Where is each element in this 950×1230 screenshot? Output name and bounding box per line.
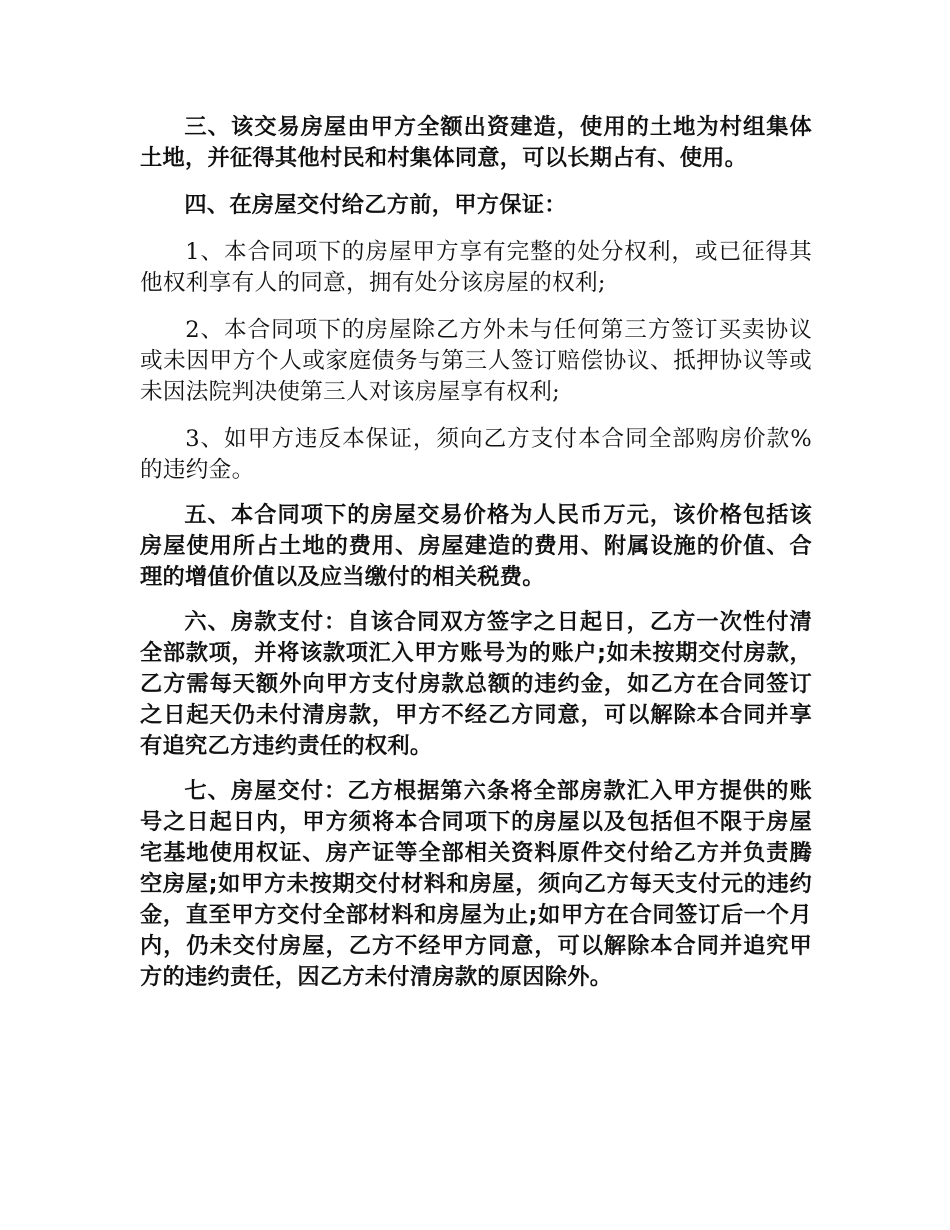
clause-3: 三、该交易房屋由甲方全额出资建造，使用的土地为村组集体土地，并征得其他村民和村集体同意，可以长期占有、使用。 [140,114,812,171]
clause-4-heading: 四、在房屋交付给乙方前，甲方保证： [184,192,567,218]
clause-7: 七、房屋交付：乙方根据第六条将全部房款汇入甲方提供的账号之日起日内，甲方须将本合同项下的房屋以及包括但不限于房屋宅基地使用权证、房产证等全部相关资料原件交付给乙方并负责腾空房屋;如甲方未按期交付材料和房屋，须向乙方每天支付元的违约金，直至甲方交付全部材料和房屋为止;如甲方在合同签订后一个月内，仍未交付房屋，乙方不经甲方同意，可以解除本合同并追究甲方的违约责任，因乙方未付清房款的原因除外。 [140,778,812,990]
document-body [140,112,812,993]
clause-4-item-1: 1、本合同项下的房屋甲方享有完整的处分权利，或已征得其他权利享有人的同意，拥有处分该房屋的权利; [140,239,812,296]
clause-4-item-2: 2、本合同项下的房屋除乙方外未与任何第三方签订买卖协议或未因甲方个人或家庭债务与第三人签订赔偿协议、抵押协议等或未因法院判决使第三人对该房屋享有权利; [140,317,812,405]
clause-4-item-3: 3、如甲方违反本保证，须向乙方支付本合同全部购房价款%的违约金。 [140,426,812,483]
clause-5: 五、本合同项下的房屋交易价格为人民币万元，该价格包括该房屋使用所占土地的费用、房屋建造的费用、附属设施的价值、合理的增值价值以及应当缴付的相关税费。 [140,502,812,590]
clause-6: 六、房款支付：自该合同双方签字之日起日，乙方一次性付清全部款项，并将该款项汇入甲方账号为的账户;如未按期交付房款，乙方需每天额外向甲方支付房款总额的违约金，如乙方在合同签订之日起天仍未付清房款，甲方不经乙方同意，可以解除本合同并享有追究乙方违约责任的权利。 [140,609,812,759]
